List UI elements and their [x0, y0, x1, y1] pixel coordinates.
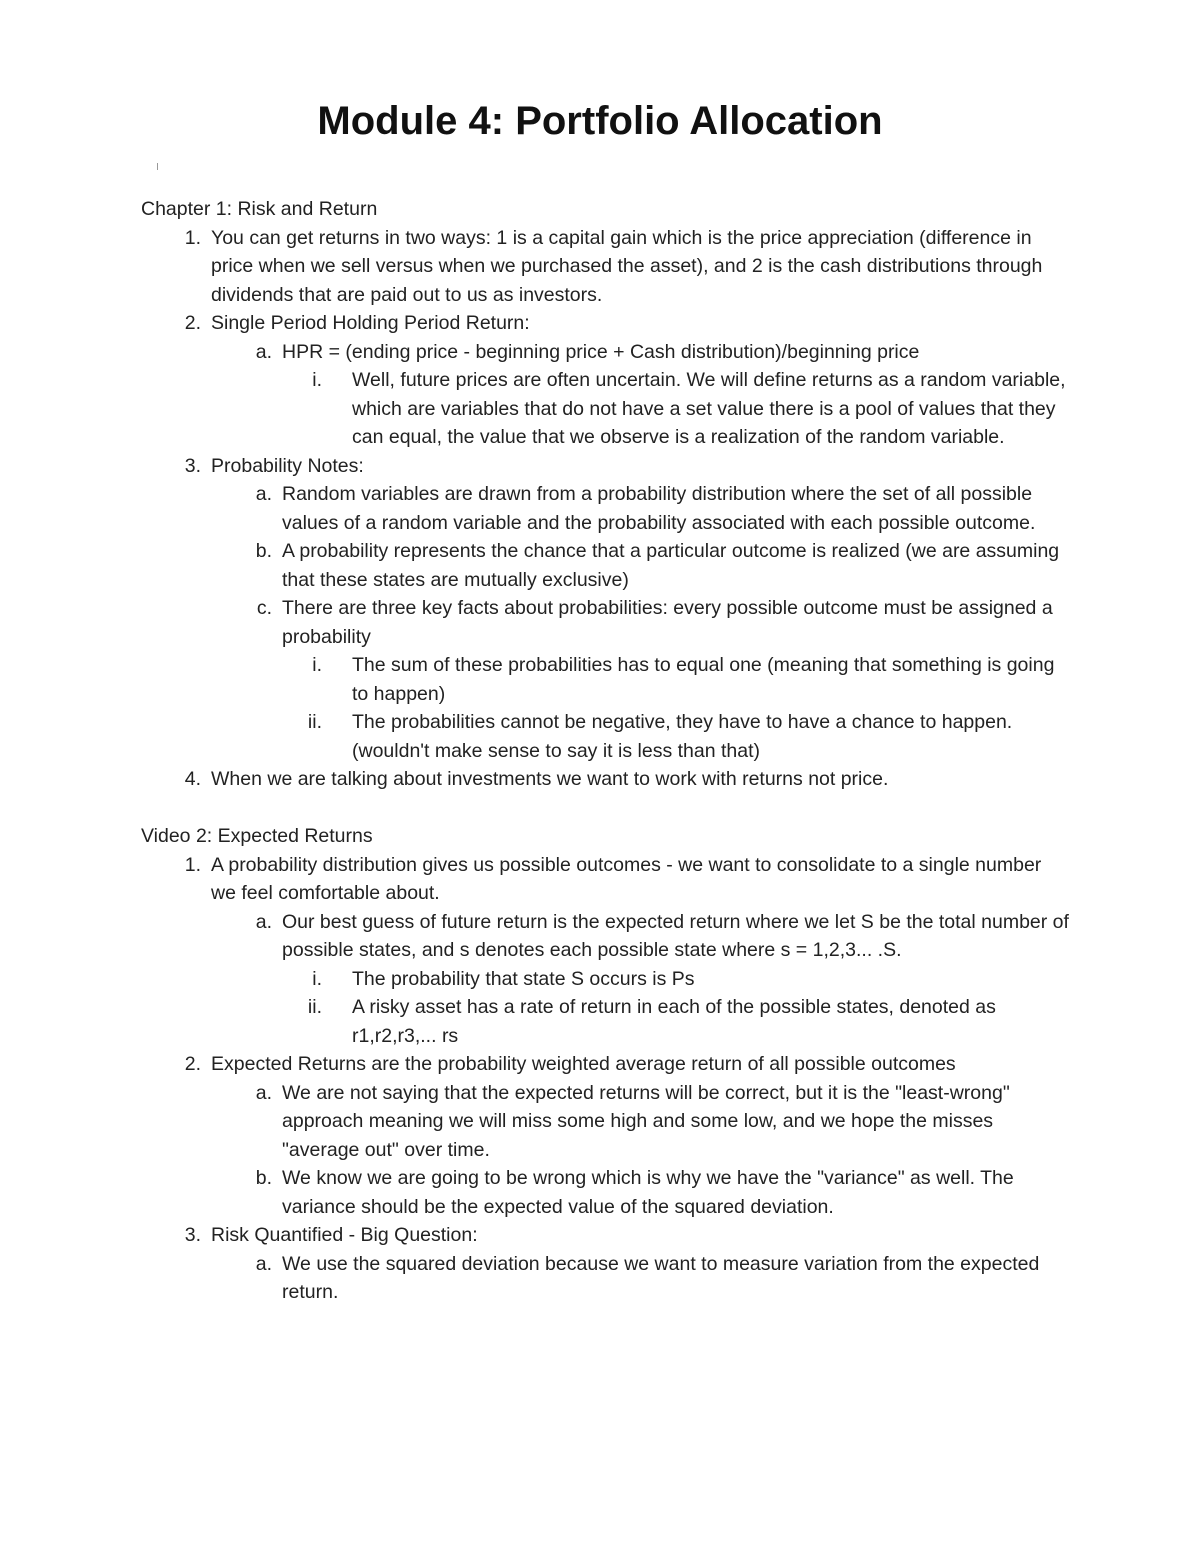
list-item — [141, 1221, 1071, 1250]
list-item — [141, 537, 1071, 594]
list-marker: i. — [312, 654, 322, 676]
list-item-text: Random variables are drawn from a probability distribution where the set of all possible values of a random variable and the probability associated with each possible outcome. — [282, 483, 1036, 534]
list-item-text: We use the squared deviation because we want to measure variation from the expected return. — [282, 1252, 1040, 1303]
list-marker: 2. — [184, 312, 201, 334]
list-item-text: A probability represents the chance that a particular outcome is realized (we are assuming that these states are mutually exclusive) — [282, 540, 1060, 591]
list-item — [141, 708, 1071, 765]
list-item-text: A risky asset has a rate of return in each of the possible states, denoted as r1,r2,r3,... rs — [352, 996, 996, 1047]
list-item-text: When we are talking about investments we want to work with returns not price. — [211, 768, 889, 790]
list-item — [141, 480, 1071, 537]
list-item — [141, 1250, 1071, 1307]
section-heading: Chapter 1: Risk and Return — [141, 198, 378, 220]
list-marker: 3. — [184, 454, 201, 477]
list-item — [141, 338, 1071, 367]
list-marker: a. — [255, 1252, 272, 1275]
list-marker: ii. — [307, 711, 322, 733]
list-item — [141, 993, 1071, 1050]
list-item-text: The sum of these probabilities has to equal one (meaning that something is going to happen) — [352, 654, 1055, 705]
list-marker: ii. — [307, 996, 322, 1018]
list-item-text: We know we are going to be wrong which is why we have the "variance" as well. The variance should be the expected value of the squared deviation. — [282, 1167, 1014, 1218]
list-item-text: Expected Returns are the probability weighted average return of all possible outcomes — [211, 1053, 956, 1075]
list-item-text: Well, future prices are often uncertain. We will define returns as a random variable, which are variables that do not have a set value there is a pool of values that they can equal, the value that we observe is a realization of the random variable. — [352, 369, 1066, 448]
list-item-text: Our best guess of future return is the expected return where we let S be the total number of possible states, and s denotes each possible state where s = 1,2,3... .S. — [282, 910, 1069, 961]
list-marker: a. — [255, 340, 272, 363]
list-marker: a. — [255, 483, 272, 505]
list-marker: 4. — [184, 768, 201, 790]
list-item-text: The probability that state S occurs is Ps — [352, 967, 695, 990]
list-item-text: The probabilities cannot be negative, they have to have a chance to happen. (wouldn't make sense to say it is less than that) — [352, 711, 1013, 762]
list-item — [141, 765, 1071, 794]
list-item-text: You can get returns in two ways: 1 is a capital gain which is the price appreciation (difference in price when we sell versus when we purchased the asset), and 2 is the cash distributions through dividends that are paid out to us as investors. — [211, 226, 1043, 306]
list-item-text: Probability Notes: — [211, 454, 364, 477]
list-marker: 3. — [184, 1224, 201, 1246]
list-marker: 1. — [184, 853, 201, 876]
list-item — [141, 452, 1071, 481]
list-item — [141, 1050, 1071, 1079]
list-marker: b. — [255, 1167, 272, 1189]
list-marker: a. — [255, 1081, 272, 1104]
list-item — [141, 309, 1071, 338]
document-body — [141, 195, 1071, 1307]
list-item-text: We are not saying that the expected returns will be correct, but it is the "least-wrong" approach meaning we will miss some high and some low, and we hope the misses "average out" over time. — [282, 1081, 1010, 1161]
list-item — [141, 651, 1071, 708]
list-item-text: HPR = (ending price - beginning price + Cash distribution)/beginning price — [282, 340, 920, 363]
list-marker: b. — [255, 540, 272, 562]
list-item — [141, 366, 1071, 452]
list-marker: a. — [255, 910, 272, 933]
page-title: Module 4: Portfolio Allocation — [317, 98, 883, 143]
section-heading: Video 2: Expected Returns — [141, 825, 373, 847]
list-item — [141, 1164, 1071, 1221]
list-item-text: Single Period Holding Period Return: — [211, 312, 530, 334]
list-item-text: Risk Quantified - Big Question: — [211, 1224, 478, 1246]
list-item — [141, 965, 1071, 994]
stray-mark — [157, 163, 158, 170]
list-item — [141, 1079, 1071, 1165]
section-spacer — [141, 794, 1071, 823]
list-marker: i. — [312, 369, 322, 391]
list-marker: 1. — [184, 226, 201, 249]
list-item — [141, 224, 1071, 310]
list-item-text: A probability distribution gives us possible outcomes - we want to consolidate to a single number we feel comfortable about. — [211, 853, 1042, 904]
list-marker: i. — [312, 967, 322, 990]
list-marker: c. — [256, 597, 272, 619]
list-item — [141, 851, 1071, 908]
list-item-text: There are three key facts about probabilities: every possible outcome must be assigned a probability — [282, 597, 1053, 648]
list-item — [141, 594, 1071, 651]
list-item — [141, 908, 1071, 965]
list-marker: 2. — [184, 1053, 201, 1075]
